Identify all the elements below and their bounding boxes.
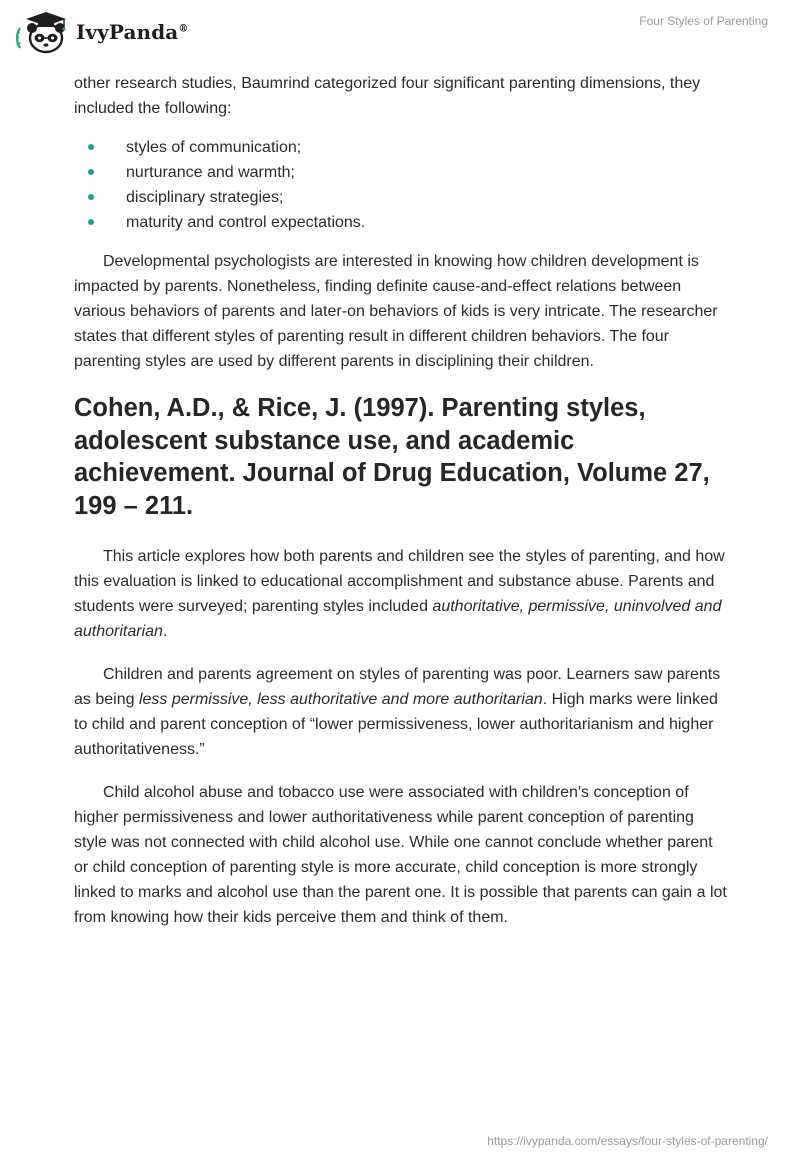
paragraph-text: This article explores how both parents and children see the styles of parenting, and how this evaluation is linked to educational accomplishment and substance abuse. Parents and students were surveyed; parenting styles included — [74, 548, 725, 615]
paragraph-italic-text: authoritative, permissive, uninvolved and authoritarian — [74, 598, 722, 640]
essay-content — [74, 71, 730, 930]
list-item — [74, 160, 730, 185]
intro-paragraph: other research studies, Baumrind categorized four significant parenting dimensions, they included the following: — [74, 75, 701, 117]
list-item — [74, 135, 730, 160]
footer-url-link[interactable]: https://ivypanda.com/essays/four-styles-of-parenting/ — [487, 1134, 768, 1148]
paragraph-developmental: Developmental psychologists are interested in knowing how children development is impacted by parents. Nonetheless, finding definite cause-and-effect relations between various behaviors of parents and later-on behaviors of kids is very intricate. The researcher states that different styles of parenting result in different children behaviors. The four parenting styles are used by different parents in disciplining their children. — [74, 253, 718, 370]
bullet-dot-icon — [88, 169, 94, 175]
bullet-dot-icon — [88, 219, 94, 225]
dimensions-list — [74, 135, 730, 235]
bullet-dot-icon — [88, 144, 94, 150]
panda-graduate-icon — [14, 8, 72, 56]
list-item-text: nurturance and warmth; — [126, 164, 295, 181]
registered-mark: ® — [178, 23, 189, 35]
paragraph-text: Children and parents agreement on styles of parenting was poor. Learners saw parents as being — [74, 666, 721, 708]
bullet-dot-icon — [88, 194, 94, 200]
reference-heading: Cohen, A.D., & Rice, J. (1997). Parenting styles, adolescent substance use, and academic achievement. Journal of Drug Education, Volume 27, 199 – 211. — [74, 394, 710, 520]
page-header — [0, 0, 800, 60]
list-item-text: styles of communication; — [126, 139, 302, 156]
paragraph-tail: . High marks were linked to child and parent conception of “lower permissiveness, lower authoritarianism and higher authoritativeness.” — [74, 691, 718, 758]
paragraph-agreement — [74, 662, 730, 762]
brand-name: IvyPanda® — [76, 20, 189, 44]
list-item — [74, 210, 730, 235]
paragraph-alcohol-tobacco: Child alcohol abuse and tobacco use were associated with children's conception of higher permissiveness and lower authoritativeness while parent conception of parenting style was not connected with child alcohol use. While one cannot conclude whether parent or child conception of parenting style is more accurate, child conception is more strongly linked to marks and alcohol use than the parent one. It is possible that parents can gain a lot from knowing how their kids perceive them and think of them. — [74, 784, 727, 926]
brand-logo[interactable] — [14, 8, 188, 56]
list-item — [74, 185, 730, 210]
paragraph-article-summary — [74, 544, 730, 644]
paragraph-tail: . — [162, 623, 168, 640]
list-item-text: disciplinary strategies; — [126, 189, 284, 206]
list-item-text: maturity and control expectations. — [126, 214, 366, 231]
document-title: Four Styles of Parenting — [639, 14, 768, 28]
paragraph-italic-text: less permissive, less authoritative and more authoritarian — [138, 691, 543, 708]
